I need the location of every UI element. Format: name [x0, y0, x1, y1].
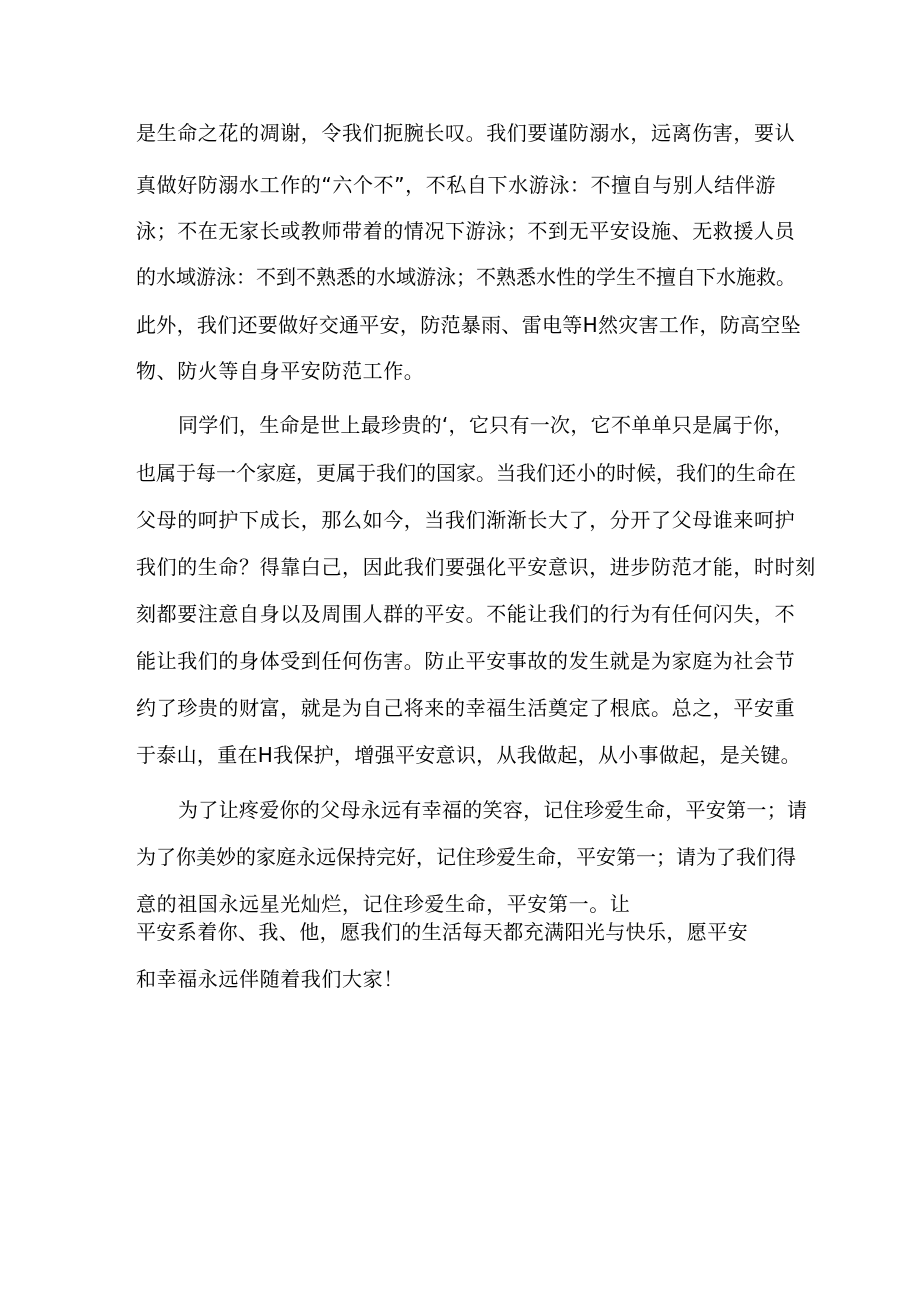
- text-line: 也属于每一个家庭，更属于我们的国家。当我们还小的时候，我们的生命在: [136, 461, 796, 485]
- text-line: 平安系着你、我、他，愿我们的生活每天都充满阳光与快乐，愿平安: [136, 920, 748, 944]
- text-line: 刻都要注意自身以及周围人群的平安。不能让我们的行为有任何闪失，不: [136, 602, 796, 626]
- text-line: 同学们，生命是世上最珍贵的‘，它只有一次，它不单单只是属于你，: [178, 413, 794, 437]
- text-line: 物、防火等自身平安防范工作。: [136, 359, 425, 383]
- text-line: 为了让疼爱你的父母永远有幸福的笑容，记住珍爱生命，平安第一；请: [178, 798, 808, 822]
- text-line: 和幸福永远伴随着我们大家！: [136, 967, 404, 991]
- text-line: 是生命之花的凋谢，令我们扼腕长叹。我们要谨防溺水，远离伤害，要认: [136, 121, 796, 145]
- text-line: 约了珍贵的财富，就是为自己将来的幸福生活奠定了根底。总之，平安重: [136, 696, 796, 720]
- text-line: 真做好防溺水工作的“六个不”，不私自下水游泳：不擅自与别人结伴游: [136, 173, 776, 197]
- text-line: 泳；不在无家长或教师带着的情况下游泳；不到无平安设施、无救援人员: [136, 219, 796, 243]
- text-line: 的水域游泳：不到不熟悉的水域游泳；不熟悉水性的学生不擅自下水施救。: [136, 265, 796, 289]
- text-line: 为了你美妙的家庭永远保持完好，记住珍爱生命，平安第一；请为了我们得: [136, 845, 796, 869]
- text-line: 我们的生命？得靠白己，因此我们要强化平安意识，进步防范才能，时时刻: [136, 555, 816, 579]
- text-line: 此外，我们还要做好交通平安，防范暴雨、雷电等H然灾害工作，防高空坠: [136, 313, 801, 337]
- text-line: 父母的呵护下成长，那么如今，当我们渐渐长大了，分开了父母谁来呵护: [136, 508, 796, 532]
- text-line: 能让我们的身体受到任何伤害。防止平安事故的发生就是为家庭为社会节: [136, 649, 796, 673]
- text-line: 意的祖国永远星光灿烂，记住珍爱生命，平安第一。让: [136, 892, 631, 916]
- text-line: 于泰山，重在H我保护，增强平安意识，从我做起，从小事做起，是关键。: [136, 743, 801, 767]
